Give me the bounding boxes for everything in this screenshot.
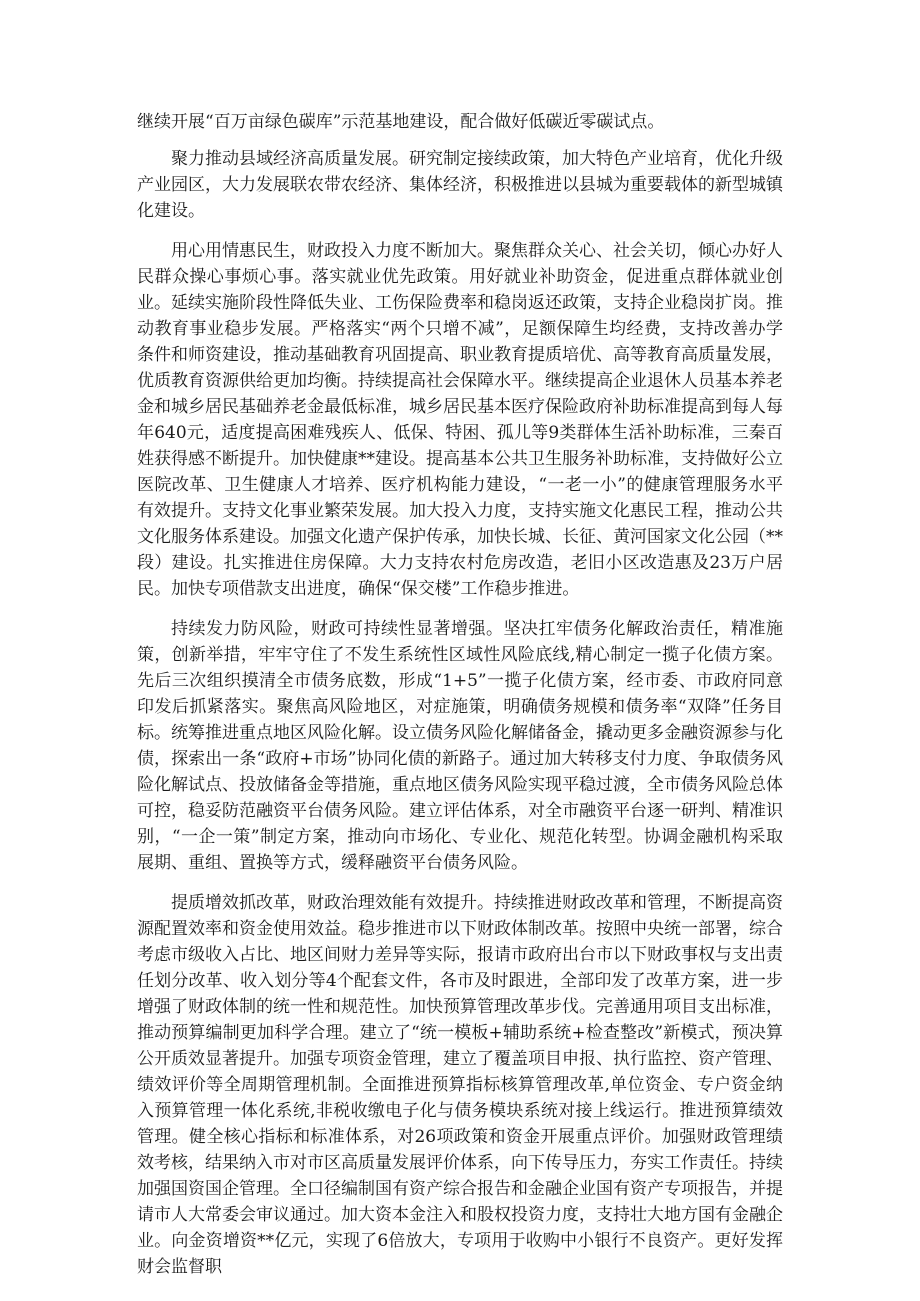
- paragraph-livelihood: 用心用情惠民生，财政投入力度不断加大。聚焦群众关心、社会关切，倾心办好人民群众操心事烦心事。落实就业优先政策。用好就业补助资金，促进重点群体就业创业。延续实施阶段性降低失业、工伤保险费率和稳岗返还政策，支持企业稳岗扩岗。推动教育事业稳步发展。严格落实“两个只增不减”，足额保障生均经费，支持改善办学条件和师资建设，推动基础教育巩固提高、职业教育提质培优、高等教育高质量发展，优质教育资源供给更加均衡。持续提高社会保障水平。继续提高企业退休人员基本养老金和城乡居民基础养老金最低标准，城乡居民基本医疗保险政府补助标准提高到每人每年640元，适度提高困难残疾人、低保、特困、孤儿等9类群体生活补助标准，三秦百姓获得感不断提升。加快健康**建设。提高基本公共卫生服务补助标准，支持做好公立医院改革、卫生健康人才培养、医疗机构能力建设，“一老一小”的健康管理服务水平有效提升。支持文化事业繁荣发展。加大投入力度，支持实施文化惠民工程，推动公共文化服务体系建设。加强文化遗产保护传承，加快长城、长征、黄河国家文化公园（**段）建设。扎实推进住房保障。大力支持农村危房改造，老旧小区改造惠及23万户居民。加快专项借款支出进度，确保“保交楼”工作稳步推进。: [137, 241, 783, 599]
- document-page: [137, 109, 783, 1280]
- paragraph-county-economy: 聚力推动县域经济高质量发展。研究制定接续政策，加大特色产业培育，优化升级产业园区，大力发展联农带农经济、集体经济，积极推进以县城为重要载体的新型城镇化建设。: [137, 149, 783, 221]
- paragraph-risk-prevention: 持续发力防风险，财政可持续性显著增强。坚决扛牢债务化解政治责任，精准施策，创新举措，牢牢守住了不发生系统性区域性风险底线,精心制定一揽子化债方案。先后三次组织摸清全市债务底数，形成“1+5”一揽子化债方案，经市委、市政府同意印发后抓紧落实。聚焦高风险地区，对症施策，明确债务规模和债务率“双降”任务目标。统筹推进重点地区风险化解。设立债务风险化解储备金，撬动更多金融资源参与化债，探索出一条“政府+市场”协同化债的新路子。通过加大转移支付力度、争取债务风险化解试点、投放储备金等措施，重点地区债务风险实现平稳过渡，全市债务风险总体可控，稳妥防范融资平台债务风险。建立评估体系，对全市融资平台逐一研判、精准识别，“一企一策”制定方案，推动向市场化、专业化、规范化转型。协调金融机构采取展期、重组、置换等方式，缓释融资平台债务风险。: [137, 619, 783, 873]
- paragraph-carbon-pilot: 继续开展“百万亩绿色碳库”示范基地建设，配合做好低碳近零碳试点。: [137, 112, 665, 132]
- paragraph-reform: 提质增效抓改革，财政治理效能有效提升。持续推进财政改革和管理，不断提高资源配置效率和资金使用效益。稳步推进市以下财政体制改革。按照中央统一部署，综合考虑市级收入占比、地区间财力差异等实际，报请市政府出台市以下财政事权与支出责任划分改革、收入划分等4个配套文件，各市及时跟进，全部印发了改革方案，进一步增强了财政体制的统一性和规范性。加快预算管理改革步伐。完善通用项目支出标准，推动预算编制更加科学合理。建立了“统一模板+辅助系统+检查整改”新模式，预决算公开质效显著提升。加强专项资金管理，建立了覆盖项目申报、执行监控、资产管理、绩效评价等全周期管理机制。全面推进预算指标核算管理改革,单位资金、专户资金纳入预算管理一体化系统,非税收缴电子化与债务模块系统对接上线运行。推进预算绩效管理。健全核心指标和标准体系，对26项政策和资金开展重点评价。加强财政管理绩效考核，结果纳入市对市区高质量发展评价体系，向下传导压力，夯实工作责任。持续加强国资国企管理。全口径编制国有资产综合报告和金融企业国有资产专项报告，并提请市人大常委会审议通过。加大资本金注入和股权投资力度，支持壮大地方国有金融企业。向金资增资**亿元，实现了6倍放大，专项用于收购中小银行不良资产。更好发挥财会监督职: [137, 893, 783, 1277]
